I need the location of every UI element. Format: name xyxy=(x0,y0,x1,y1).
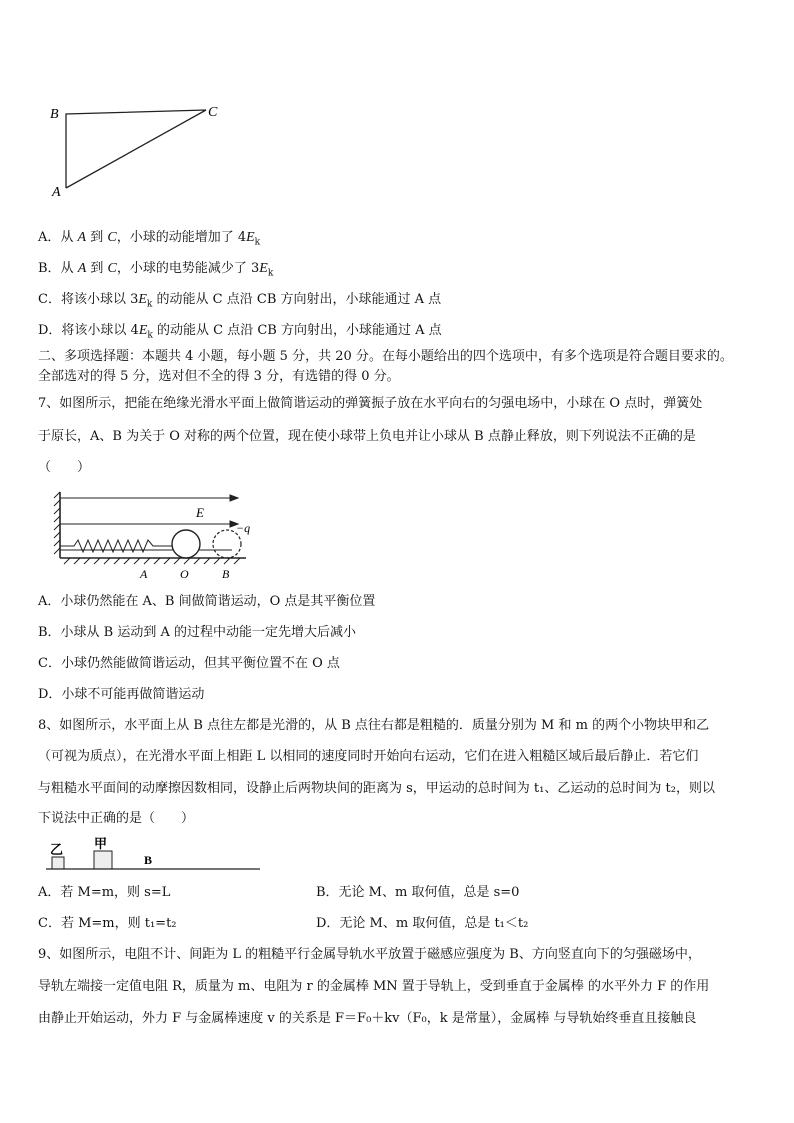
prev-option-d xyxy=(38,322,442,345)
block-jia xyxy=(94,851,112,869)
triangle-figure xyxy=(40,96,240,200)
q7-line3: （ ） xyxy=(38,460,91,475)
var: E xyxy=(138,292,147,307)
q8-line3: 与粗糙水平面间的动摩擦因数相同，设静止后两物块间的距离为 s，甲运动的总时间为 t₁、乙运动的总时间为 t₂，则以 xyxy=(38,781,715,796)
label-jia: 甲 xyxy=(94,836,108,851)
label-B: B xyxy=(50,107,59,122)
q9-line2: 导轨左端接一定值电阻 R，质量为 m、电阻为 r 的金属棒 MN 置于导轨上，受到垂直于金属棒 的水平外力 F 的作用 xyxy=(38,979,710,994)
subscript: k xyxy=(254,237,261,248)
var: E xyxy=(138,323,148,338)
opt-text: 到 xyxy=(86,230,108,245)
wall-hatching xyxy=(54,492,60,554)
subscript: k xyxy=(267,268,274,279)
opt-text: A．从 xyxy=(38,230,78,245)
label-yi: 乙 xyxy=(50,842,64,857)
q8-option-d: D．无论 M、m 取何值，总是 t₁＜t₂ xyxy=(316,916,529,931)
q8-line2: （可视为质点），在光滑水平面上相距 L 以相同的速度同时开始向右运动，它们在进入粗糙区域后最后静止．若它们 xyxy=(38,749,699,764)
q8-option-b: B．无论 M、m 取何值，总是 s=0 xyxy=(316,885,520,900)
charge-label: −q xyxy=(236,521,251,535)
var: C xyxy=(107,261,117,276)
q7-option-d: D．小球不可能再做简谐运动 xyxy=(38,687,205,702)
q8-line4: 下说法中正确的是（ ） xyxy=(38,811,195,826)
point-B: B xyxy=(144,853,153,867)
prev-option-c xyxy=(38,291,441,314)
q7-option-c: C．小球仍然能做简谐运动，但其平衡位置不在 O 点 xyxy=(38,656,340,671)
q9-line1: 9、如图所示，电阻不计、间距为 L 的粗糙平行金属导轨水平放置于磁感应强度为 B、方向竖直向下的匀强磁场中， xyxy=(38,947,701,962)
section2-line2: 全部选对的得 5 分，选对但不全的得 3 分，有选错的得 0 分。 xyxy=(38,369,400,384)
block-yi xyxy=(52,857,64,869)
q7-line2: 于原长，A、B 为关于 O 对称的两个位置，现在使小球带上负电并让小球从 B 点静止释放，则下列说法不正确的是 xyxy=(38,429,696,444)
q7-line1: 7、如图所示，把能在绝缘光滑水平面上做简谐运动的弹簧振子放在水平向右的匀强电场中，小球在 O 点时，弹簧处 xyxy=(38,396,703,411)
var: C xyxy=(107,230,117,245)
var: A xyxy=(77,230,87,245)
pos-O: O xyxy=(180,567,189,581)
subscript: k xyxy=(147,330,153,341)
opt-text: ，小球的电势能减少了 3 xyxy=(116,261,260,276)
q9-line3: 由静止开始运动，外力 F 与金属棒速度 v 的关系是 F＝F₀＋kv（F₀，k 是常量），金属棒 与导轨始终垂直且接触良 xyxy=(38,1011,697,1026)
opt-text: B．从 xyxy=(38,261,78,276)
opt-text: 到 xyxy=(86,261,108,276)
label-A: A xyxy=(52,185,61,200)
floor-hatching xyxy=(64,558,240,564)
label-C: C xyxy=(208,105,218,120)
opt-text: 的动能从 C 点沿 CB 方向射出，小球能通过 A 点 xyxy=(152,323,442,338)
opt-text: C．将该小球以 3 xyxy=(38,292,139,307)
q8-option-a: A．若 M=m，则 s=L xyxy=(38,885,171,900)
field-label-E: E xyxy=(196,505,204,520)
pos-B: B xyxy=(222,567,230,581)
var: E xyxy=(259,261,268,276)
var: E xyxy=(246,230,255,245)
opt-text: 的动能从 C 点沿 CB 方向射出，小球能通过 A 点 xyxy=(152,292,442,307)
ball xyxy=(172,530,200,558)
q8-option-c: C．若 M=m，则 t₁=t₂ xyxy=(38,916,177,931)
spring-field-figure xyxy=(50,488,260,584)
section2-line1: 二、多项选择题：本题共 4 小题，每小题 5 分，共 20 分。在每小题给出的四个选项中，有多个选项是符合题目要求的。 xyxy=(38,349,733,364)
subscript: k xyxy=(146,299,153,310)
blocks-figure xyxy=(46,836,266,874)
prev-option-a xyxy=(38,229,260,252)
triangle-outline xyxy=(66,110,206,188)
var: A xyxy=(77,261,87,276)
q8-line1: 8、如图所示，水平面上从 B 点往左都是光滑的，从 B 点往右都是粗糙的．质量分别为 M 和 m 的两个小物块甲和乙 xyxy=(38,718,710,733)
q7-option-a: A．小球仍然能在 A、B 间做简谐运动，O 点是其平衡位置 xyxy=(38,594,376,609)
q7-option-b: B．小球从 B 运动到 A 的过程中动能一定先增大后减小 xyxy=(38,625,357,640)
pos-A: A xyxy=(140,567,148,581)
prev-option-b xyxy=(38,260,273,283)
opt-text: D．将该小球以 4 xyxy=(38,323,139,338)
opt-text: ，小球的动能增加了 4 xyxy=(116,230,247,245)
